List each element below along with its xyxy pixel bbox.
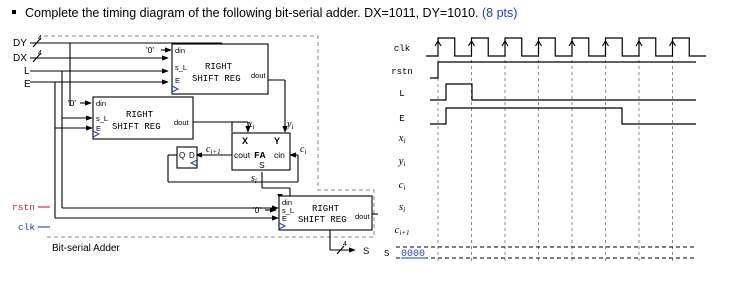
zero-literal-1: '0' [146,45,154,55]
bus-width-dx: 4 [38,50,42,57]
rstn-waveform [430,62,696,78]
timing-row-label: S [384,249,390,259]
signal-xi: $x_i$ [248,119,255,131]
signal-ci: $c_i$ [300,144,307,156]
s-initial-value: 0000 [401,249,426,260]
register-dy-e: E [96,124,102,133]
register-out-label1: RIGHT [312,204,340,214]
flipflop-q: Q [179,151,186,160]
full-adder-s: S [259,160,265,170]
flipflop-d: D [189,151,195,160]
register-out-sl: s_L [282,206,295,215]
register-dy-label2: SHIFT REG [112,122,161,132]
full-adder-x: X [242,136,249,146]
input-l-label: L [24,66,30,77]
register-dx-dout: dout [251,71,266,80]
timing-row-label: ci+1 [394,224,410,237]
register-dy-din: din [96,99,107,108]
input-clk-label: clk [18,222,36,233]
register-dy-sl: s_L [96,114,109,123]
timing-row-label: L [399,89,405,99]
timing-row-label: rstn [391,67,413,77]
register-out-e: E [282,214,288,223]
full-adder-cin: cin [274,150,285,160]
timing-row-label: ci [398,179,406,192]
l-waveform [430,84,696,100]
input-e-label: E [24,79,31,90]
points-label: (8 pts) [481,6,518,20]
input-rstn-label: rstn [12,202,35,213]
bus-width-dy: 4 [38,35,42,42]
timing-row-label: yi [398,155,406,168]
zero-literal-2: '0' [68,98,76,108]
timing-row-label: xi [398,132,406,145]
register-out-dout: dout [355,212,370,221]
zero-literal-3: '0' [253,205,261,215]
e-waveform [430,108,696,124]
register-out-label2: SHIFT REG [298,215,347,225]
register-dx-e: E [175,76,181,85]
register-dy-dout: dout [174,118,189,127]
input-dy-label: DY [13,38,27,49]
clk-waveform [426,38,706,56]
full-adder-cout: cout [234,150,251,160]
register-dx-label1: RIGHT [205,62,233,72]
full-adder-name: FA [254,150,266,161]
register-dx-sl: s_L [175,63,188,72]
question-body: Complete the timing diagram of the following bit-serial adder. DX=1011, DY=1010. [25,6,479,20]
register-out-din: din [282,198,293,207]
timing-diagram [384,38,706,262]
register-dx-label2: SHIFT REG [192,74,241,84]
register-dy-label1: RIGHT [126,110,154,120]
register-dx-din: din [175,46,186,55]
timing-row-label: clk [393,44,411,54]
adder-title: Bit-serial Adder [52,243,120,254]
output-s-label: S [363,246,370,257]
input-dx-label: DX [13,53,27,64]
timing-row-label: si [398,201,406,214]
timing-row-label: E [399,114,405,124]
signal-ci1: $c_{i+1}$ [206,144,221,156]
signal-yi: $y_i$ [287,119,294,131]
full-adder-y: Y [274,136,281,146]
signal-si: $s_i$ [251,173,257,185]
circuit [12,35,378,257]
bus-width-s: 4 [343,241,347,248]
